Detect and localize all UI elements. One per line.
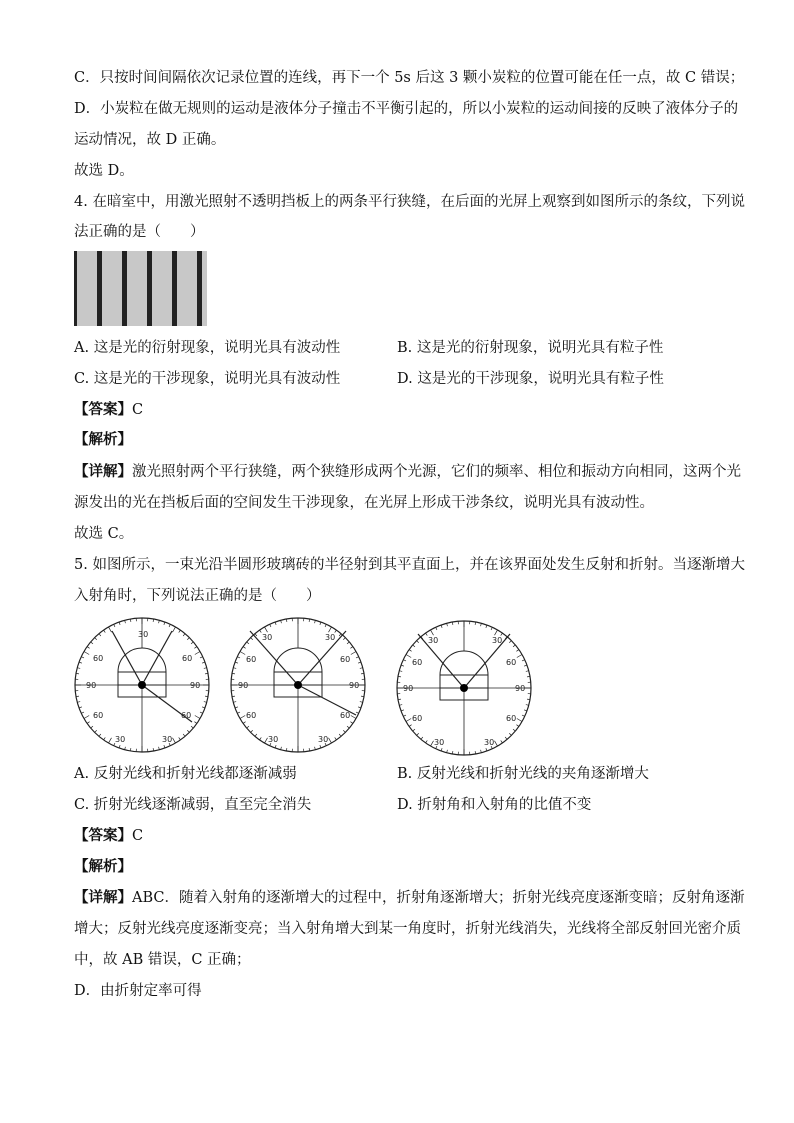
answer-line — [74, 826, 143, 846]
label-30: 30 — [262, 633, 273, 642]
protractor-tick — [522, 660, 525, 661]
protractor-tick — [183, 634, 185, 636]
protractor-tick — [164, 622, 165, 625]
protractor-tick — [329, 738, 332, 743]
label-30: 30 — [162, 735, 173, 744]
text-line: 故选 D。 — [74, 163, 134, 179]
label-60: 60 — [93, 711, 104, 720]
protractor-tick — [401, 710, 404, 711]
protractor-tick — [183, 734, 185, 736]
label-30: 30 — [434, 738, 445, 747]
protractor-tick — [495, 630, 498, 635]
protractor-tick — [194, 722, 196, 724]
protractor-tick — [202, 707, 205, 708]
protractor-tick — [243, 647, 245, 649]
protractor-tick — [351, 716, 356, 719]
refraction-figures — [0, 600, 794, 760]
protractor-tick — [202, 662, 205, 663]
option-a: A. 反射光线和折射光线都逐渐减弱 — [74, 766, 297, 782]
protractor-tick — [347, 642, 349, 644]
protractor-tick — [119, 745, 120, 748]
protractor-tick — [260, 737, 262, 739]
protractor-tick — [356, 657, 359, 658]
interference-fringes-figure — [74, 251, 207, 326]
question-4-stem: 法正确的是（ ） — [74, 224, 205, 240]
protractor-tick — [509, 641, 511, 643]
protractor-figure-2 — [231, 618, 365, 752]
protractor-tick — [320, 745, 321, 748]
protractor-figure-1 — [75, 618, 209, 752]
protractor-tick — [358, 707, 361, 708]
label-60: 60 — [340, 655, 351, 664]
protractor-tick — [81, 712, 84, 713]
label-30: 30 — [115, 735, 126, 744]
protractor-figure-3 — [397, 621, 531, 755]
protractor-tick — [84, 716, 89, 719]
protractor-tick — [187, 730, 189, 732]
protractor-tick — [505, 737, 507, 739]
protractor-tick — [517, 719, 522, 722]
detail-tag: 【详解】 — [74, 890, 132, 906]
protractor-tick — [513, 645, 515, 647]
label-60: 60 — [181, 711, 192, 720]
protractor-tick — [524, 665, 527, 666]
protractor-tick — [191, 642, 193, 644]
protractor-tick — [275, 622, 276, 625]
protractor-tick — [339, 734, 341, 736]
label-60: 60 — [506, 658, 517, 667]
protractor-tick — [91, 642, 93, 644]
analysis-tag: 【解析】 — [74, 859, 132, 875]
answer-value: C — [132, 402, 144, 418]
label-60: 60 — [182, 654, 193, 663]
protractor-tick — [491, 627, 492, 630]
label-60: 60 — [340, 711, 351, 720]
protractor-tick — [173, 738, 176, 743]
protractor-tick — [417, 641, 419, 643]
protractor-tick — [109, 738, 112, 743]
detail-text: 激光照射两个平行狭缝，两个狭缝形成两个光源，它们的频率、相位和振动方向相同，这两个光 — [132, 464, 741, 480]
protractor-tick — [441, 748, 442, 751]
label-60: 60 — [246, 655, 257, 664]
protractor-tick — [516, 725, 518, 727]
protractor-tick — [99, 634, 101, 636]
label-90: 90 — [86, 681, 97, 690]
protractor-tick — [347, 726, 349, 728]
protractor-tick — [240, 652, 245, 655]
protractor-tick — [240, 716, 245, 719]
protractor-tick — [194, 647, 196, 649]
protractor-tick — [421, 737, 423, 739]
label-60: 60 — [412, 714, 423, 723]
label-90: 90 — [349, 681, 360, 690]
protractor-tick — [270, 624, 271, 627]
protractor-tick — [99, 734, 101, 736]
label-30: 30 — [484, 738, 495, 747]
detail-line — [74, 462, 741, 482]
analysis-tag: 【解析】 — [74, 432, 132, 448]
protractor-tick — [237, 712, 240, 713]
label-30: 30 — [492, 636, 503, 645]
protractor-tick — [95, 730, 97, 732]
protractor-tick — [87, 647, 89, 649]
protractor-tick — [179, 737, 181, 739]
option-b: B. 反射光线和折射光线的夹角逐渐增大 — [397, 766, 649, 782]
option-a: A. 这是光的衍射现象，说明光具有波动性 — [74, 340, 341, 356]
protractor-tick — [403, 715, 406, 716]
question-5-stem: 5. 如图所示，一束光沿半圆形玻璃砖的半径射到其平直面上，并在该界面处发生反射和折射。当逐渐增大 — [74, 557, 745, 573]
protractor-tick — [247, 726, 249, 728]
detail-line: 中，故 AB 错误，C 正确； — [74, 952, 251, 968]
protractor-tick — [409, 725, 411, 727]
option-b: B. 这是光的衍射现象，说明光具有粒子性 — [397, 340, 664, 356]
protractor-tick — [351, 652, 356, 655]
protractor-tick — [195, 716, 200, 719]
label-60: 60 — [246, 711, 257, 720]
label-60: 60 — [506, 714, 517, 723]
protractor-tick — [243, 722, 245, 724]
label-90: 90 — [190, 681, 201, 690]
label-30: 30 — [325, 633, 336, 642]
question-4-stem: 4. 在暗室中，用激光照射不透明挡板上的两条平行狭缝，在后面的光屏上观察到如图所示的条纹，下列说 — [74, 194, 745, 210]
protractor-tick — [409, 650, 411, 652]
protractor-tick — [320, 622, 321, 625]
protractor-tick — [79, 707, 82, 708]
question-5-stem: 入射角时，下列说法正确的是（ ） — [74, 588, 321, 604]
protractor-tick — [350, 722, 352, 724]
protractor-tick — [426, 740, 428, 742]
protractor-tick — [329, 627, 332, 632]
protractor-tick — [200, 657, 203, 658]
protractor-tick — [164, 745, 165, 748]
protractor-tick — [495, 741, 498, 746]
protractor-tick — [265, 627, 268, 632]
protractor-tick — [104, 737, 106, 739]
option-d: D. 折射角和入射角的比值不变 — [397, 797, 592, 813]
detail-line: D．由折射定率可得 — [74, 983, 202, 999]
protractor-tick — [169, 624, 170, 627]
protractor-tick — [251, 638, 253, 640]
protractor-tick — [87, 722, 89, 724]
protractor-tick — [251, 730, 253, 732]
answer-value: C — [132, 828, 144, 844]
protractor-tick — [255, 634, 257, 636]
detail-text: ABC．随着入射角的逐渐增大的过程中，折射角逐渐增大；折射光线亮度逐渐变暗；反射角逐渐 — [132, 890, 745, 906]
protractor-tick — [401, 665, 404, 666]
protractor-tick — [255, 734, 257, 736]
protractor-tick — [516, 650, 518, 652]
label-90: 90 — [515, 684, 526, 693]
protractor-tick — [350, 647, 352, 649]
protractor-tick — [200, 712, 203, 713]
protractor-tick — [235, 707, 238, 708]
protractor-tick — [81, 657, 84, 658]
label-30: 30 — [428, 636, 439, 645]
protractor-tick — [339, 634, 341, 636]
selection-line: 故选 C。 — [74, 526, 134, 542]
protractor-tick — [235, 662, 238, 663]
protractor-tick — [187, 638, 189, 640]
protractor-tick — [84, 652, 89, 655]
protractor-tick — [501, 740, 503, 742]
option-d: D. 这是光的干涉现象，说明光具有粒子性 — [397, 371, 664, 387]
protractor-tick — [356, 712, 359, 713]
protractor-tick — [403, 660, 406, 661]
protractor-tick — [173, 627, 176, 632]
protractor-tick — [247, 642, 249, 644]
protractor-tick — [522, 715, 525, 716]
detail-line: 增大；反射光线亮度逐渐变亮；当入射角增大到某一角度时，折射光线消失，光线将全部反射回光密介质 — [74, 921, 741, 937]
protractor-tick — [179, 630, 181, 632]
protractor-tick — [441, 625, 442, 628]
protractor-tick — [431, 630, 434, 635]
answer-tag: 【答案】 — [74, 828, 132, 844]
protractor-tick — [524, 710, 527, 711]
option-c: C. 这是光的干涉现象，说明光具有波动性 — [74, 371, 341, 387]
protractor-tick — [413, 645, 415, 647]
text-line: 运动情况，故 D 正确。 — [74, 132, 226, 148]
protractor-tick — [509, 733, 511, 735]
protractor-tick — [237, 657, 240, 658]
protractor-tick — [91, 726, 93, 728]
protractor-tick — [486, 748, 487, 751]
protractor-tick — [358, 662, 361, 663]
protractor-tick — [195, 652, 200, 655]
protractor-tick — [275, 745, 276, 748]
label-30: 30 — [138, 630, 149, 639]
protractor-tick — [513, 729, 515, 731]
label-30: 30 — [318, 735, 329, 744]
label-60: 60 — [412, 658, 423, 667]
protractor-tick — [325, 624, 326, 627]
protractor-tick — [517, 655, 522, 658]
protractor-tick — [413, 729, 415, 731]
detail-line — [74, 888, 745, 908]
protractor-tick — [436, 627, 437, 630]
label-30: 30 — [268, 735, 279, 744]
protractor-tick — [191, 726, 193, 728]
protractor-tick — [486, 625, 487, 628]
protractor-tick — [406, 719, 411, 722]
protractor-tick — [104, 630, 106, 632]
protractor-tick — [119, 622, 120, 625]
label-60: 60 — [93, 654, 104, 663]
text-line: D．小炭粒在做无规则的运动是液体分子撞击不平衡引起的，所以小炭粒的运动间接的反映了液体分子的 — [74, 101, 739, 117]
protractor-tick — [95, 638, 97, 640]
protractor-tick — [335, 737, 337, 739]
protractor-tick — [109, 627, 112, 632]
detail-tag: 【详解】 — [74, 464, 132, 480]
protractor-tick — [343, 638, 345, 640]
protractor-tick — [114, 624, 115, 627]
answer-tag: 【答案】 — [74, 402, 132, 418]
protractor-tick — [79, 662, 82, 663]
protractor-tick — [343, 730, 345, 732]
answer-line — [74, 400, 143, 420]
label-90: 90 — [238, 681, 249, 690]
text-line: C．只按时间间隔依次记录位置的连线，再下一个 5s 后这 3 颗小炭粒的位置可能在任一点，故 C 错误； — [74, 70, 745, 86]
label-90: 90 — [403, 684, 414, 693]
detail-line: 源发出的光在挡板后面的空间发生干涉现象，在光屏上形成干涉条纹，说明光具有波动性。 — [74, 495, 654, 511]
option-c: C. 折射光线逐渐减弱，直至完全消失 — [74, 797, 312, 813]
protractor-tick — [406, 655, 411, 658]
protractor-tick — [417, 733, 419, 735]
